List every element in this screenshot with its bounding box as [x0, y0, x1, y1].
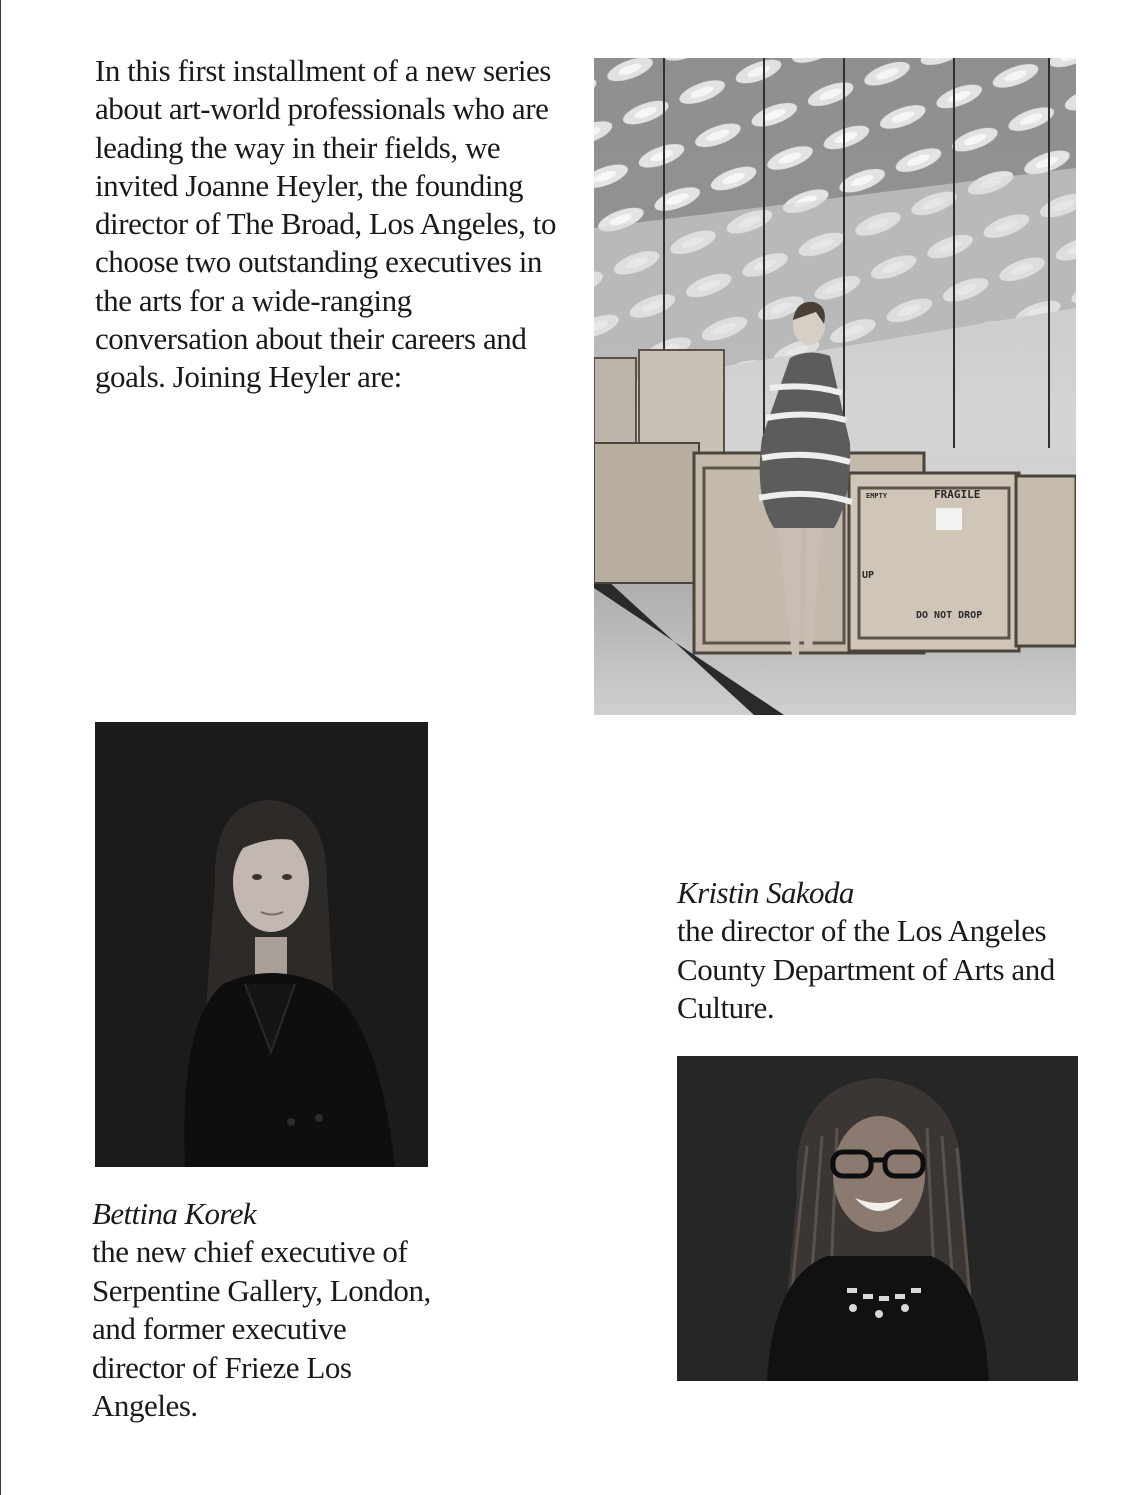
- crate-label-fragile: FRAGILE: [934, 488, 981, 501]
- photo-bettina-korek: [95, 722, 428, 1167]
- page-margin-rule: [0, 0, 1, 1495]
- caption-description: the new chief executive of Serpentine Gallery, London, and former executive director of Frieze Los Angeles.: [92, 1234, 431, 1424]
- caption-name: Bettina Korek: [92, 1196, 257, 1231]
- photo-kristin-sakoda: [677, 1056, 1078, 1381]
- photo-joanne-heyler: [594, 58, 1076, 715]
- caption-kristin-sakoda: [677, 874, 1097, 1028]
- intro-paragraph: In this first installment of a new series about art-world professionals who are leading the way in their fields, we invited Joanne Heyler, the founding director of The Broad, Los Angeles, to choose two outstanding executives in the arts for a wide-ranging conversation about their careers and goals. Joining Heyler are:: [95, 53, 556, 395]
- caption-name: Kristin Sakoda: [677, 875, 854, 910]
- crate-label-do-not-drop: DO NOT DROP: [916, 610, 983, 621]
- crate-label-empty: EMPTY: [866, 492, 888, 500]
- caption-description: the director of the Los Angeles County Department of Arts and Culture.: [677, 913, 1055, 1026]
- crate-label-up: UP: [862, 570, 875, 581]
- caption-bettina-korek: [92, 1195, 432, 1425]
